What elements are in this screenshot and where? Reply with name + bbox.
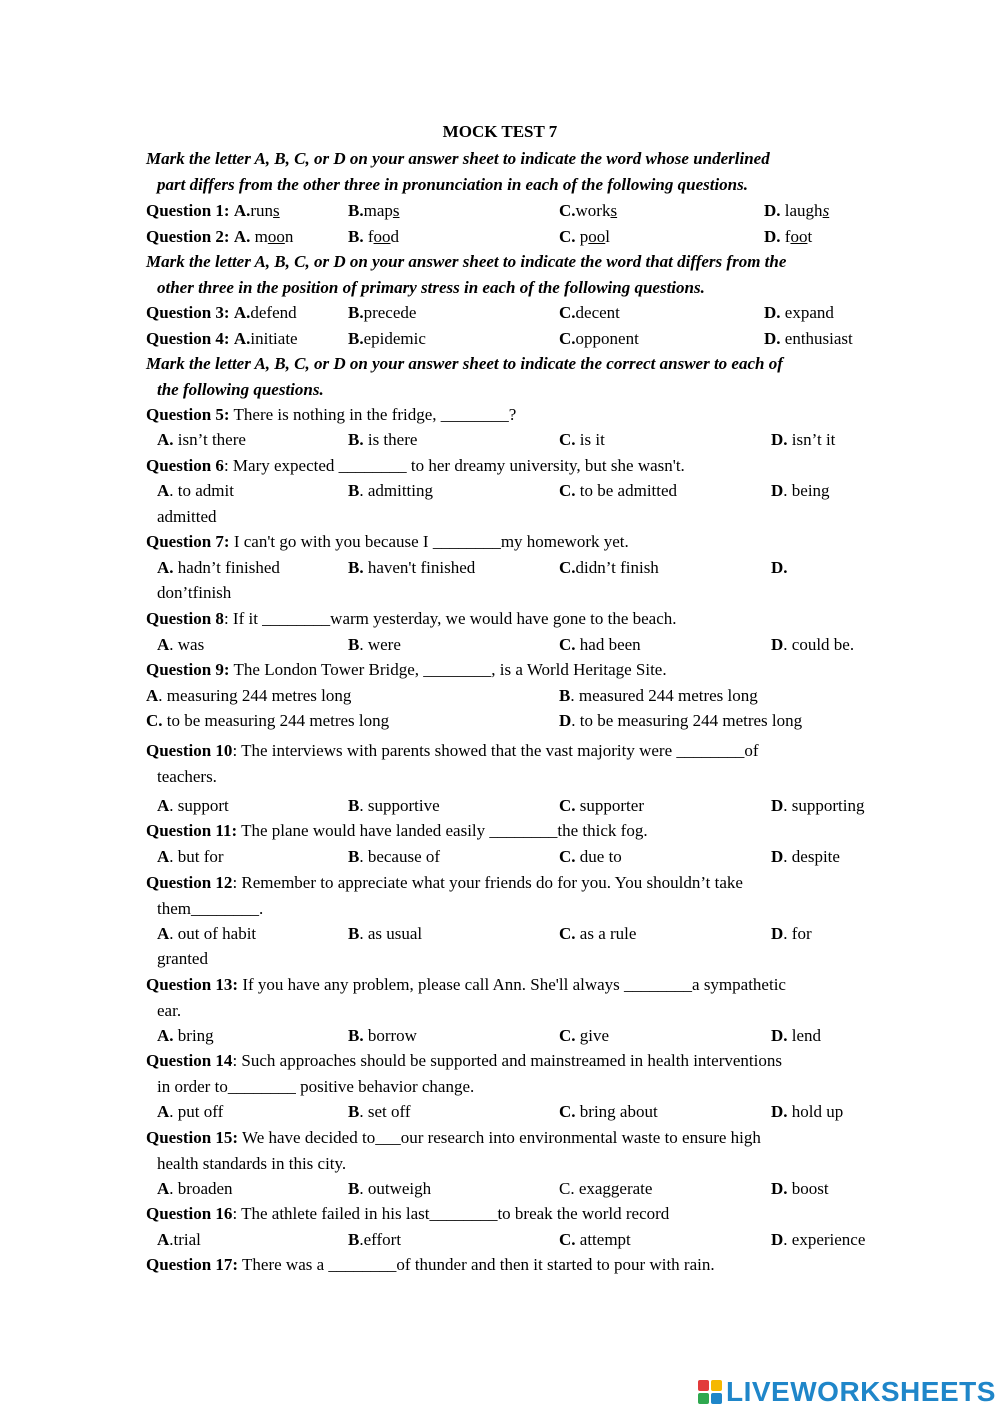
option-text: is it bbox=[575, 430, 605, 449]
question-text: : Remember to appreciate what your friends do for you. You shouldn’t take bbox=[232, 873, 743, 892]
question-text: If you have any problem, please call Ann. She'll always ________a sympathetic bbox=[238, 975, 786, 994]
option-letter: C. bbox=[559, 430, 576, 449]
option-text: epidemic bbox=[363, 329, 426, 348]
option-letter: B. bbox=[348, 430, 364, 449]
question-15-stem bbox=[146, 1125, 879, 1176]
option-text: don’tfinish bbox=[157, 583, 232, 602]
question-label: Question 1: bbox=[146, 201, 230, 220]
option-text: decent bbox=[575, 303, 620, 322]
option-letter: A bbox=[157, 1230, 170, 1249]
question-label: Question 17: bbox=[146, 1255, 239, 1274]
instruction-line: Mark the letter A, B, C, or D on your answer sheet to indicate the word whose underlined bbox=[146, 149, 770, 168]
option-letter: A. bbox=[157, 430, 174, 449]
option-letter: B. bbox=[348, 201, 364, 220]
option-text: f bbox=[780, 227, 791, 246]
option-letter: D. bbox=[764, 201, 781, 220]
option-text: attempt bbox=[575, 1230, 631, 1249]
option-text: precede bbox=[363, 303, 417, 322]
page-title: MOCK TEST 7 bbox=[442, 122, 558, 141]
option-letter: D. bbox=[764, 303, 781, 322]
option-text: . could be. bbox=[783, 635, 855, 654]
option-text: didn’t finish bbox=[575, 558, 659, 577]
option-text: . despite bbox=[783, 847, 840, 866]
option-letter: A. bbox=[233, 201, 251, 220]
option-text: to be admitted bbox=[575, 481, 678, 500]
option-text: opponent bbox=[575, 329, 639, 348]
option-text: m bbox=[250, 227, 268, 246]
question-label: Question 11: bbox=[146, 821, 238, 840]
question-label: Question 8 bbox=[146, 609, 224, 628]
question-16-options bbox=[146, 1227, 886, 1252]
question-label: Question 9: bbox=[146, 660, 230, 679]
option-text: bring bbox=[173, 1026, 214, 1045]
option-letter: B bbox=[348, 1230, 360, 1249]
question-8-options bbox=[146, 632, 886, 657]
question-label: Question 7: bbox=[146, 532, 230, 551]
option-letter: A bbox=[157, 847, 170, 866]
question-9-options-ab bbox=[146, 683, 886, 708]
option-letter: C. bbox=[559, 796, 576, 815]
option-letter: A bbox=[157, 924, 170, 943]
option-letter: D bbox=[771, 796, 784, 815]
question-label: Question 14 bbox=[146, 1051, 233, 1070]
question-5-stem bbox=[146, 402, 879, 428]
option-letter: B bbox=[348, 481, 360, 500]
question-4 bbox=[146, 326, 886, 351]
option-letter: B. bbox=[348, 1026, 364, 1045]
option-letter: C. bbox=[559, 924, 576, 943]
question-9-options-cd bbox=[146, 708, 886, 733]
question-17-stem bbox=[146, 1252, 879, 1278]
question-14-options bbox=[146, 1099, 886, 1124]
option-letter: D bbox=[771, 481, 784, 500]
option-text: expand bbox=[780, 303, 834, 322]
option-letter: C. bbox=[146, 711, 163, 730]
question-label: Question 2: bbox=[146, 227, 230, 246]
option-letter: C. bbox=[559, 303, 576, 322]
question-16-stem bbox=[146, 1201, 879, 1227]
option-text: defend bbox=[250, 303, 297, 322]
option-text: f bbox=[363, 227, 374, 246]
option-text: . measured 244 metres long bbox=[570, 686, 758, 705]
option-letter: C bbox=[559, 1179, 571, 1198]
option-text: . admitting bbox=[359, 481, 434, 500]
option-letter: B bbox=[348, 924, 360, 943]
option-text: . supportive bbox=[359, 796, 440, 815]
option-text: haven't finished bbox=[363, 558, 476, 577]
option-text: . supporting bbox=[783, 796, 865, 815]
option-letter: D bbox=[771, 847, 784, 866]
question-6-options bbox=[146, 478, 886, 503]
question-label: Question 6 bbox=[146, 456, 224, 475]
option-letter: C. bbox=[559, 558, 576, 577]
question-7-stem bbox=[146, 529, 879, 555]
option-letter: A bbox=[146, 686, 159, 705]
option-letter: B bbox=[348, 847, 360, 866]
option-letter: D. bbox=[771, 1026, 788, 1045]
option-text: initiate bbox=[250, 329, 298, 348]
option-letter: C. bbox=[559, 481, 576, 500]
option-text: . out of habit bbox=[169, 924, 257, 943]
question-text: : Mary expected ________ to her dreamy university, but she wasn't. bbox=[223, 456, 685, 475]
option-letter: B bbox=[348, 796, 360, 815]
option-text: map bbox=[363, 201, 393, 220]
underlined-part: oo bbox=[790, 227, 808, 246]
underlined-part: s bbox=[822, 201, 830, 220]
option-text: laugh bbox=[780, 201, 823, 220]
question-11-options bbox=[146, 844, 886, 869]
option-letter: A bbox=[157, 796, 170, 815]
question-text: There is nothing in the fridge, ________? bbox=[229, 405, 517, 424]
question-label: Question 12 bbox=[146, 873, 233, 892]
question-label: Question 16 bbox=[146, 1204, 233, 1223]
option-text: . set off bbox=[359, 1102, 411, 1121]
option-text: . because of bbox=[359, 847, 441, 866]
question-10-stem bbox=[146, 738, 879, 789]
option-text: enthusiast bbox=[780, 329, 853, 348]
instruction-pronunciation bbox=[146, 146, 886, 197]
option-text: .effort bbox=[359, 1230, 402, 1249]
option-text: give bbox=[575, 1026, 610, 1045]
option-letter: C. bbox=[559, 227, 576, 246]
option-text: . broaden bbox=[169, 1179, 233, 1198]
option-text: supporter bbox=[575, 796, 644, 815]
option-letter: A. bbox=[157, 1026, 174, 1045]
option-text: l bbox=[605, 227, 611, 246]
option-text: . exaggerate bbox=[570, 1179, 653, 1198]
question-5-options bbox=[146, 427, 886, 452]
option-letter: A. bbox=[157, 558, 174, 577]
option-text: . experience bbox=[783, 1230, 866, 1249]
question-7-options bbox=[146, 555, 886, 580]
option-letter: C. bbox=[559, 201, 576, 220]
option-letter: A bbox=[157, 1179, 170, 1198]
question-label: Question 10 bbox=[146, 741, 233, 760]
question-7-wrap bbox=[146, 580, 886, 605]
option-letter: B. bbox=[348, 558, 364, 577]
question-13-stem bbox=[146, 972, 879, 1023]
underlined-part: s bbox=[610, 201, 618, 220]
question-14-stem bbox=[146, 1048, 879, 1099]
option-letter: C. bbox=[559, 1102, 576, 1121]
underlined-part: s bbox=[392, 201, 400, 220]
instruction-line: part differs from the other three in pronunciation in each of the following questions. bbox=[157, 174, 748, 194]
option-text: had been bbox=[575, 635, 641, 654]
option-text: granted bbox=[157, 949, 208, 968]
question-12-wrap bbox=[146, 946, 886, 971]
question-text-continued: health standards in this city. bbox=[157, 1153, 347, 1173]
option-text: . outweigh bbox=[359, 1179, 432, 1198]
option-letter: D. bbox=[771, 558, 788, 577]
option-text: . measuring 244 metres long bbox=[158, 686, 352, 705]
logo-text: LIVEWORKSHEETS bbox=[726, 1376, 996, 1407]
question-12-options bbox=[146, 921, 886, 946]
option-text: . for bbox=[783, 924, 812, 943]
option-text: borrow bbox=[363, 1026, 417, 1045]
option-text: . being bbox=[783, 481, 830, 500]
option-letter: C. bbox=[559, 635, 576, 654]
option-letter: D. bbox=[764, 329, 781, 348]
question-text-continued: them________. bbox=[157, 898, 264, 918]
instruction-correct-answer bbox=[146, 351, 886, 402]
option-letter: B bbox=[559, 686, 571, 705]
option-text: bring about bbox=[575, 1102, 658, 1121]
question-text-continued: in order to________ positive behavior change. bbox=[157, 1076, 475, 1096]
liveworksheets-logo bbox=[698, 1377, 996, 1407]
question-13-options bbox=[146, 1023, 886, 1048]
question-text: : The interviews with parents showed that the vast majority were ________of bbox=[232, 741, 759, 760]
option-letter: A bbox=[157, 481, 170, 500]
option-text: due to bbox=[575, 847, 622, 866]
question-label: Question 13: bbox=[146, 975, 239, 994]
option-letter: B bbox=[348, 635, 360, 654]
option-letter: D. bbox=[771, 1179, 788, 1198]
option-text: work bbox=[575, 201, 611, 220]
option-letter: A bbox=[157, 1102, 170, 1121]
option-letter: D bbox=[559, 711, 572, 730]
option-letter: D bbox=[771, 1230, 784, 1249]
question-label: Question 4: bbox=[146, 329, 230, 348]
instruction-line: Mark the letter A, B, C, or D on your answer sheet to indicate the word that differs from the bbox=[146, 252, 787, 271]
option-letter: A. bbox=[233, 227, 251, 246]
option-text: . was bbox=[169, 635, 205, 654]
option-letter: C. bbox=[559, 1230, 576, 1249]
question-text: : If it ________warm yesterday, we would have gone to the beach. bbox=[223, 609, 677, 628]
instruction-line: Mark the letter A, B, C, or D on your answer sheet to indicate the correct answer to each of bbox=[146, 354, 783, 373]
option-letter: B bbox=[348, 1179, 360, 1198]
option-text: run bbox=[250, 201, 274, 220]
option-text: d bbox=[390, 227, 400, 246]
question-3 bbox=[146, 300, 886, 325]
question-text-continued: ear. bbox=[157, 1000, 182, 1020]
option-text: . to be measuring 244 metres long bbox=[571, 711, 803, 730]
option-letter: D bbox=[771, 635, 784, 654]
option-letter: B. bbox=[348, 303, 364, 322]
option-text: isn’t there bbox=[173, 430, 246, 449]
option-letter: B. bbox=[348, 227, 364, 246]
option-text: n bbox=[284, 227, 294, 246]
option-letter: A bbox=[157, 635, 170, 654]
underlined-part: oo bbox=[373, 227, 391, 246]
question-2 bbox=[146, 224, 886, 249]
question-10-options bbox=[146, 793, 886, 818]
question-text: I can't go with you because I ________my homework yet. bbox=[229, 532, 629, 551]
question-label: Question 5: bbox=[146, 405, 230, 424]
liveworksheets-logo-icon bbox=[698, 1380, 722, 1404]
option-letter: D. bbox=[764, 227, 781, 246]
option-text: isn’t it bbox=[787, 430, 836, 449]
option-letter: D. bbox=[771, 430, 788, 449]
option-text: admitted bbox=[157, 507, 217, 526]
question-text: The plane would have landed easily ________the thick fog. bbox=[237, 821, 648, 840]
question-label: Question 15: bbox=[146, 1128, 239, 1147]
option-text: boost bbox=[787, 1179, 829, 1198]
option-text: . to admit bbox=[169, 481, 234, 500]
option-text: .trial bbox=[169, 1230, 201, 1249]
option-letter: B bbox=[348, 1102, 360, 1121]
option-text: . support bbox=[169, 796, 229, 815]
instruction-line: the following questions. bbox=[157, 379, 324, 399]
underlined-part: oo bbox=[588, 227, 606, 246]
question-9-stem bbox=[146, 657, 879, 683]
option-text: lend bbox=[787, 1026, 822, 1045]
option-letter: D. bbox=[771, 1102, 788, 1121]
question-text: We have decided to___our research into environmental waste to ensure high bbox=[238, 1128, 761, 1147]
question-text-continued: teachers. bbox=[157, 766, 217, 786]
underlined-part: oo bbox=[267, 227, 285, 246]
instruction-stress bbox=[146, 249, 886, 300]
option-text: . as usual bbox=[359, 924, 423, 943]
question-text: : Such approaches should be supported and mainstreamed in health interventions bbox=[232, 1051, 782, 1070]
option-letter: C. bbox=[559, 847, 576, 866]
option-text: . but for bbox=[169, 847, 224, 866]
option-text: . put off bbox=[169, 1102, 224, 1121]
option-text: . were bbox=[359, 635, 401, 654]
option-letter: A. bbox=[233, 303, 251, 322]
question-12-stem bbox=[146, 870, 879, 921]
underlined-part: s bbox=[273, 201, 280, 220]
option-letter: D bbox=[771, 924, 784, 943]
option-letter: C. bbox=[559, 1026, 576, 1045]
option-text: hadn’t finished bbox=[173, 558, 280, 577]
question-11-stem bbox=[146, 818, 879, 844]
question-text: There was a ________of thunder and then it started to pour with rain. bbox=[238, 1255, 715, 1274]
option-letter: C. bbox=[559, 329, 576, 348]
option-text: as a rule bbox=[575, 924, 637, 943]
question-6-wrap bbox=[146, 504, 886, 529]
question-15-options bbox=[146, 1176, 886, 1201]
option-text: is there bbox=[363, 430, 418, 449]
question-text: The London Tower Bridge, ________, is a World Heritage Site. bbox=[229, 660, 667, 679]
question-6-stem bbox=[146, 453, 879, 479]
question-label: Question 3: bbox=[146, 303, 230, 322]
option-text: hold up bbox=[787, 1102, 844, 1121]
question-8-stem bbox=[146, 606, 879, 632]
option-text: p bbox=[575, 227, 589, 246]
option-letter: B. bbox=[348, 329, 364, 348]
question-text: : The athlete failed in his last________to break the world record bbox=[232, 1204, 670, 1223]
option-text: t bbox=[807, 227, 813, 246]
option-text: to be measuring 244 metres long bbox=[162, 711, 390, 730]
instruction-line: other three in the position of primary stress in each of the following questions. bbox=[157, 277, 705, 297]
question-1 bbox=[146, 198, 886, 223]
option-letter: A. bbox=[233, 329, 251, 348]
